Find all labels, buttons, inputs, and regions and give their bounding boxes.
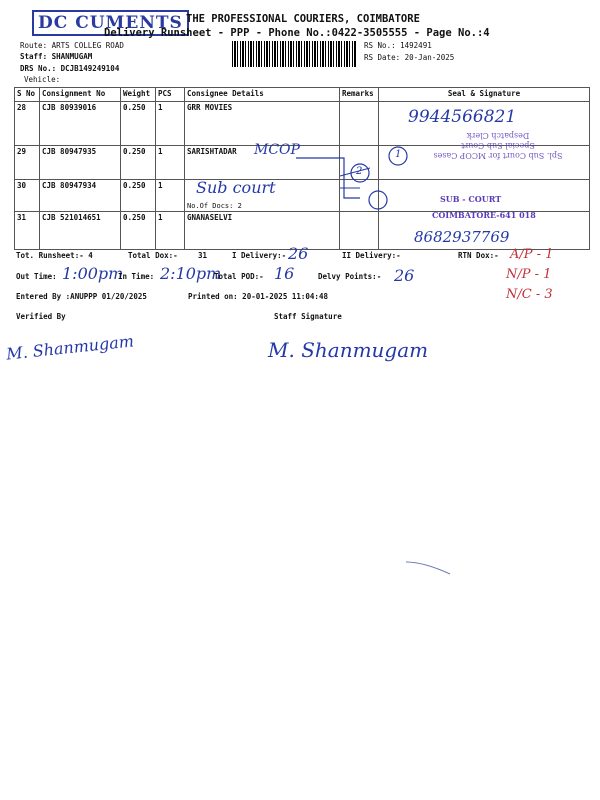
court-seal [418, 130, 578, 160]
vehicle-label: Vehicle: [24, 75, 61, 84]
stray-pen-mark [404, 558, 454, 578]
documents-stamp: DC CUMENTS [32, 10, 189, 36]
delvy-points-value: 26 [394, 266, 415, 285]
col-weight: Weight [121, 88, 156, 102]
col-seal: Seal & Signature [379, 88, 590, 102]
ap-note: A/P - 1 [510, 247, 554, 262]
handwritten-subcourt-note: Sub court [196, 178, 276, 197]
handwritten-phone-row31: 8682937769 [414, 228, 510, 246]
staff-label: Staff: SHANMUGAM [20, 52, 93, 61]
col-sno: S No [15, 88, 40, 102]
i-delivery-label: I Delivery:- [232, 251, 287, 260]
col-consignee: Consignee Details [185, 88, 340, 102]
cell-consignment: CJB 521014651 [40, 212, 121, 250]
cell-sno: 29 [15, 146, 40, 180]
runsheet-subtitle: Delivery Runsheet - PPP - Phone No.:0422-3505555 - Page No.:4 [104, 27, 490, 39]
total-runsheet: Tot. Runsheet:- 4 [16, 251, 93, 260]
seal-line: Special Sub Court [461, 141, 535, 150]
cell-weight: 0.250 [121, 180, 156, 212]
circle-number-2: 2 [356, 166, 363, 177]
handwritten-mcop-note: MCOP [254, 142, 300, 158]
seal-address: COIMBATORE-641 018 [432, 210, 536, 220]
rtn-dox-label: RTN Dox:- [458, 251, 499, 260]
i-delivery-value: 26 [288, 244, 309, 263]
in-time-label: In Time: [118, 272, 155, 281]
table-header-row [15, 88, 590, 102]
docs-count: No.Of Docs: 2 [187, 202, 242, 210]
printed-on: Printed on: 20-01-2025 11:04:48 [188, 292, 328, 301]
drs-number: DRS No.: DCJB149249104 [20, 64, 120, 73]
col-consignment: Consignment No [40, 88, 121, 102]
circle-number-1: 1 [395, 149, 402, 160]
rs-date: RS Date: 20-Jan-2025 [364, 53, 455, 62]
cell-sno: 30 [15, 180, 40, 212]
cell-sno: 31 [15, 212, 40, 250]
verified-by-label: Verified By [16, 312, 66, 321]
cell-pcs: 1 [156, 102, 185, 146]
seal-line: Spl. Sub Court for MCOP Cases [433, 151, 563, 160]
cell-weight: 0.250 [121, 102, 156, 146]
col-pcs: PCS [156, 88, 185, 102]
verified-signature: M. Shanmugam [5, 331, 135, 364]
barcode [232, 41, 356, 67]
staff-signature-label: Staff Signature [274, 312, 342, 321]
cell-consignment: CJB 80947935 [40, 146, 121, 180]
cell-pcs: 1 [156, 146, 185, 180]
total-pod-value: 16 [274, 264, 295, 283]
col-remarks: Remarks [340, 88, 379, 102]
total-pod-label: Total POD:- [214, 272, 264, 281]
cell-weight: 0.250 [121, 212, 156, 250]
ii-delivery-label: II Delivery:- [342, 251, 401, 260]
seal-subcourt: SUB - COURT [440, 194, 502, 204]
handwritten-phone-row28: 9944566821 [408, 107, 517, 127]
entered-by: Entered By :ANUPPP 01/20/2025 [16, 292, 147, 301]
np-note: N/P - 1 [506, 267, 552, 282]
consignee-name: GRR MOVIES [187, 103, 233, 112]
total-dox-label: Total Dox:- [128, 251, 178, 260]
cell-pcs: 1 [156, 180, 185, 212]
delvy-points-label: Delvy Points:- [318, 272, 382, 281]
out-time-label: Out Time: [16, 272, 57, 281]
cell-pcs: 1 [156, 212, 185, 250]
seal-line: Despatch Clerk [466, 131, 530, 140]
cell-weight: 0.250 [121, 146, 156, 180]
company-title: THE PROFESSIONAL COURIERS, COIMBATORE [186, 13, 420, 25]
consignee-name: GNANASELVI [187, 213, 233, 222]
rs-number: RS No.: 1492491 [364, 41, 432, 50]
route-label: Route: ARTS COLLEG ROAD [20, 41, 124, 50]
cell-consignment: CJB 80939016 [40, 102, 121, 146]
staff-signature: M. Shanmugam [268, 338, 429, 362]
total-dox-value: 31 [198, 251, 208, 260]
consignee-name: SARISHTADAR [187, 147, 237, 156]
cell-consignment: CJB 80947934 [40, 180, 121, 212]
out-time-value: 1:00pm [62, 264, 124, 283]
in-time-value: 2:10pm [160, 264, 222, 283]
nc-note: N/C - 3 [506, 287, 553, 302]
cell-sno: 28 [15, 102, 40, 146]
